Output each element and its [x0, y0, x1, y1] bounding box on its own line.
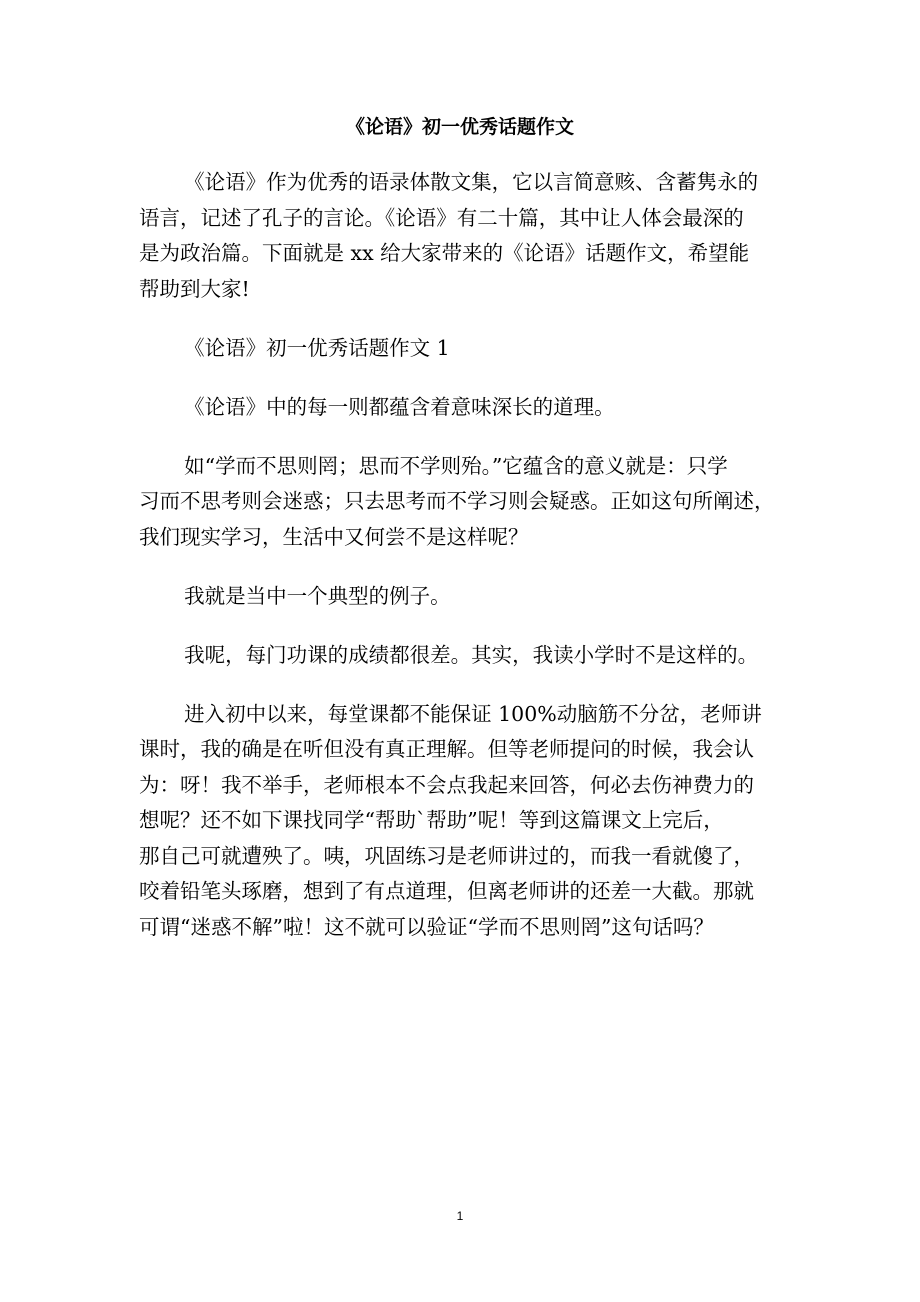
paragraph-line: 如“学而不思则罔；思而不学则殆。”它蕴含的意义就是：只学: [184, 453, 728, 478]
paragraph-line: 想呢？还不如下课找同学“帮助`帮助”呢！等到这篇课文上完后，: [139, 808, 724, 832]
paragraph-line: 可谓“迷惑不解”啦！这不就可以验证“学而不思则罔”这句话吗？: [139, 914, 714, 939]
paragraph-line: 进入初中以来，每堂课都不能保证 100%动脑筋不分岔，老师讲: [184, 701, 762, 726]
document-title: 《论语》初一优秀话题作文: [345, 116, 574, 138]
document-body: [139, 165, 783, 945]
paragraph-line: 那自己可就遭殃了。咦，巩固练习是老师讲过的，而我一看就傻了，: [139, 843, 754, 868]
paragraph-line: 《论语》中的每一则都蕴含着意味深长的道理。: [184, 394, 615, 419]
paragraph-line: 我呢，每门功课的成绩都很差。其实，我读小学时不是这样的。: [184, 642, 759, 667]
paragraph-line: 帮助到大家!: [139, 276, 250, 301]
paragraph-line: 是为政治篇。下面就是 xx 给大家带来的《论语》话题作文，希望能: [139, 241, 750, 265]
paragraph-line: 我就是当中一个典型的例子。: [184, 583, 451, 608]
page-number: 1: [456, 1209, 464, 1223]
paragraph-line: 语言，记述了孔子的言论。《论语》有二十篇，其中让人体会最深的: [139, 205, 744, 230]
section-heading: 《论语》初一优秀话题作文 1: [184, 335, 450, 360]
paragraph-line: 《论语》作为优秀的语录体散文集，它以言简意赅、含蓄隽永的: [184, 170, 759, 194]
paragraph-line: 习而不思考则会迷惑；只去思考而不学习则会疑惑。正如这句所阐述，: [139, 489, 775, 513]
paragraph-line: 我们现实学习，生活中又何尝不是这样呢？: [139, 524, 529, 549]
paragraph-line: 咬着铅笔头琢磨，想到了有点道理，但离老师讲的还差一大截。那就: [139, 879, 754, 903]
paragraph-line: 为：呀！我不举手，老师根本不会点我起来回答，何必去伤神费力的: [139, 772, 754, 797]
paragraph-line: 课时，我的确是在听但没有真正理解。但等老师提问的时候，我会认: [139, 737, 754, 761]
